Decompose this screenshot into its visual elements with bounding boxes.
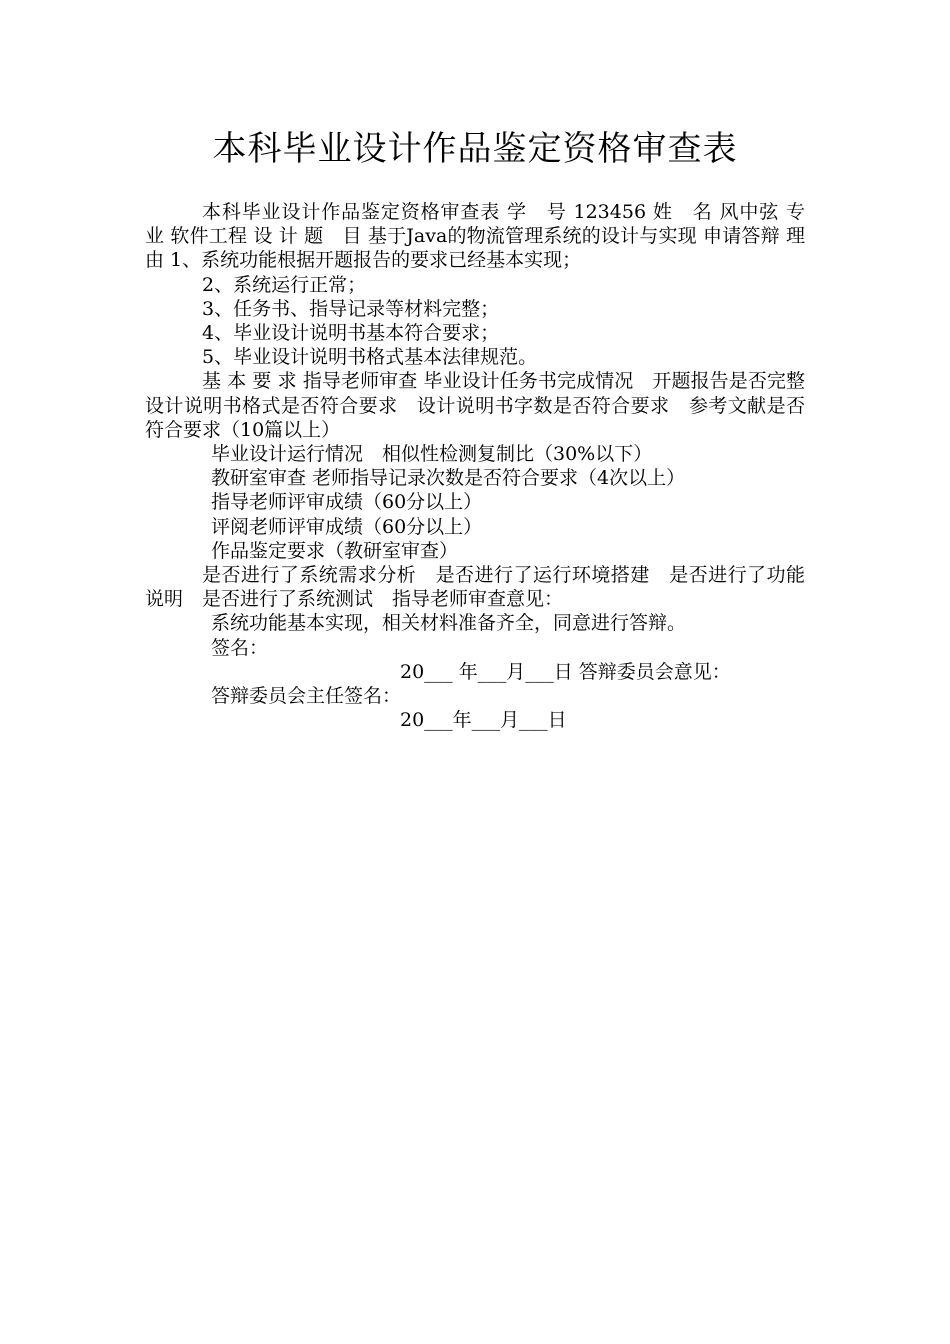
paragraph-header-info: 本科毕业设计作品鉴定资格审查表 学 号 123456 姓 名 风中弦 专 业 软件工程 设 计 题 目 基于Java的物流管理系统的设计与实现 申请答辩 理由 1、系统功能根据开题报告的要求已经基本实现； bbox=[145, 201, 825, 272]
signature-label: 签名： bbox=[211, 636, 269, 659]
paragraph-work-requirements: 作品鉴定要求（教研室审查） bbox=[211, 539, 459, 562]
paragraph-reviewer-score: 评阅老师评审成绩（60分以上） bbox=[211, 515, 483, 538]
document-title: 本科毕业设计作品鉴定资格审查表 bbox=[212, 129, 738, 169]
paragraph-item-3: 3、任务书、指导记录等材料完整； bbox=[202, 297, 500, 320]
paragraph-basic-requirements: 基 本 要 求 指导老师审查 毕业设计任务书完成情况 开题报告是否完整 设计说明书格式是否符合要求 设计说明书字数是否符合要求 参考文献是否符合要求（10篇以上） bbox=[145, 370, 825, 441]
date-line-final: 20___年___月___日 bbox=[400, 709, 567, 732]
paragraph-system-checks: 是否进行了系统需求分析 是否进行了运行环境搭建 是否进行了功能说明 是否进行了系统测试 指导老师审查意见： bbox=[145, 564, 805, 611]
paragraph-item-5: 5、毕业设计说明书格式基本法律规范。 bbox=[202, 346, 538, 369]
paragraph-item-4: 4、毕业设计说明书基本符合要求； bbox=[202, 322, 500, 345]
document-body bbox=[145, 200, 825, 732]
paragraph-item-2: 2、系统运行正常； bbox=[202, 273, 367, 296]
paragraph-advisor-score: 指导老师评审成绩（60分以上） bbox=[211, 491, 483, 514]
paragraph-dept-review: 教研室审查 老师指导记录次数是否符合要求（4次以上） bbox=[211, 467, 686, 490]
paragraph-advisor-opinion: 系统功能基本实现，相关材料准备齐全，同意进行答辩。 bbox=[211, 612, 687, 635]
paragraph-run-status: 毕业设计运行情况 相似性检测复制比（30%以下） bbox=[211, 443, 653, 466]
date-line-committee: 20___ 年___月___日 答辩委员会意见： bbox=[400, 660, 731, 683]
committee-chair-signature-label: 答辩委员会主任签名： bbox=[211, 685, 402, 708]
